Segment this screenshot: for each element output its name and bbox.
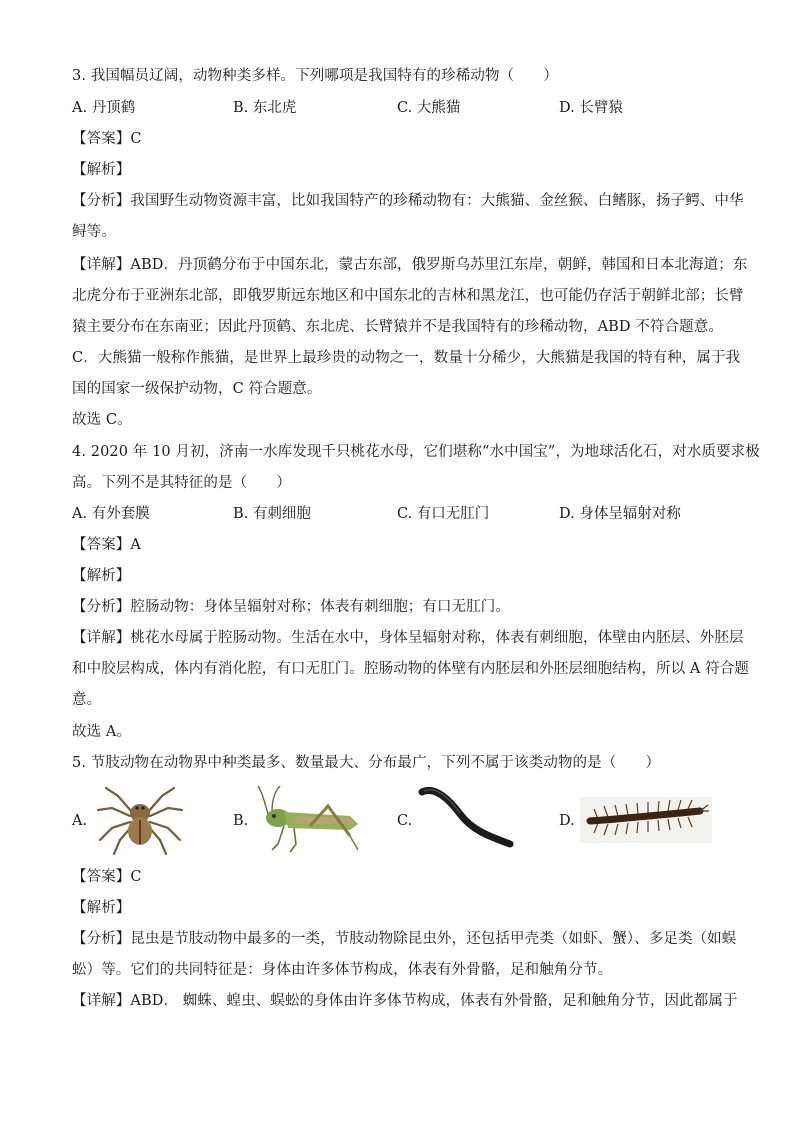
q4-xiangjie-line-3: 意。 bbox=[72, 692, 102, 708]
q5-option-c-label: C. bbox=[397, 813, 413, 829]
q3-stem: 3. 我国幅员辽阔，动物种类多样。下列哪项是我国特有的珍稀动物（ ） bbox=[72, 68, 558, 84]
q4-stem-line-2: 高。下列不是其特征的是（ ） bbox=[72, 475, 291, 491]
q3-option-d: D. 长臂猿 bbox=[559, 100, 623, 116]
q3-xiangjie-line-5: 国的国家一级保护动物，C 符合题意。 bbox=[72, 381, 322, 397]
q3-option-a: A. 丹顶鹤 bbox=[72, 100, 136, 116]
q4-option-b: B. 有刺细胞 bbox=[233, 506, 311, 522]
q3-conclusion: 故选 C。 bbox=[72, 412, 132, 428]
q4-xiangjie-line-1: 【详解】桃花水母属于腔肠动物。生活在水中，身体呈辐射对称，体表有刺细胞，体壁由内胚层、外胚层 bbox=[72, 630, 744, 646]
centipede-icon bbox=[580, 797, 712, 843]
q5-option-d-label: D. bbox=[559, 813, 575, 829]
q3-xiangjie-line-4: C．大熊猫一般称作熊猫，是世界上最珍贵的动物之一，数量十分稀少，大熊猫是我国的特有种，属于我 bbox=[72, 350, 741, 366]
q5-stem: 5. 节肢动物在动物界中种类最多、数量最大、分布最广，下列不属于该类动物的是（ ） bbox=[72, 755, 661, 771]
q4-analysis-tag: 【解析】 bbox=[72, 568, 131, 584]
q3-fenxi-line-1: 【分析】我国野生动物资源丰富，比如我国特产的珍稀动物有：大熊猫、金丝猴、白鳍豚，扬子鳄、中华 bbox=[72, 193, 744, 209]
q3-option-b: B. 东北虎 bbox=[233, 100, 297, 116]
q5-fenxi-line-1: 【分析】昆虫是节肢动物中最多的一类，节肢动物除昆虫外，还包括甲壳类（如虾、蟹）、多足类（如蜈 bbox=[72, 931, 737, 947]
q4-conclusion: 故选 A。 bbox=[72, 724, 132, 740]
q3-analysis-tag: 【解析】 bbox=[72, 162, 131, 178]
spider-icon bbox=[92, 782, 188, 858]
q4-stem-line-1: 4. 2020 年 10 月初，济南一水库发现千只桃花水母，它们堪称“水中国宝”，为地球活化石，对水质要求极 bbox=[72, 444, 760, 460]
grasshopper-icon bbox=[254, 786, 366, 854]
q4-option-a: A. 有外套膜 bbox=[72, 506, 150, 522]
q3-answer: 【答案】C bbox=[72, 131, 142, 147]
q5-analysis-tag: 【解析】 bbox=[72, 900, 131, 916]
q3-xiangjie-line-3: 猿主要分布在东南亚；因此丹顶鹤、东北虎、长臂猿并不是我国特有的珍稀动物，ABD 不符合题意。 bbox=[72, 319, 723, 335]
q3-fenxi-line-2: 鲟等。 bbox=[72, 224, 116, 240]
q4-option-c: C. 有口无肛门 bbox=[397, 506, 490, 522]
q5-xiangjie: 【详解】ABD． 蜘蛛、蝗虫、蜈蚣的身体由许多体节构成，体表有外骨骼，足和触角分节，因此都属于 bbox=[72, 993, 738, 1009]
q4-answer: 【答案】A bbox=[72, 537, 141, 553]
q4-xiangjie-line-2: 和中胶层构成，体内有消化腔，有口无肛门。腔肠动物的体壁有内胚层和外胚层细胞结构，所以 A 符合题 bbox=[72, 661, 749, 677]
q4-option-d: D. 身体呈辐射对称 bbox=[559, 506, 681, 522]
q5-fenxi-line-2: 蚣）等。它们的共同特征是：身体由许多体节构成，体表有外骨骼，足和触角分节。 bbox=[72, 962, 613, 978]
q3-xiangjie-line-1: 【详解】ABD．丹顶鹤分布于中国东北，蒙古东部，俄罗斯乌苏里江东岸，朝鲜，韩国和日本北海道；东 bbox=[72, 257, 748, 273]
q4-fenxi: 【分析】腔肠动物：身体呈辐射对称；体表有刺细胞；有口无肛门。 bbox=[72, 599, 510, 615]
q5-option-b-label: B. bbox=[233, 813, 249, 829]
q3-xiangjie-line-2: 北虎分布于亚洲东北部，即俄罗斯远东地区和中国东北的吉林和黑龙江，也可能仍存活于朝鲜北部；长臂 bbox=[72, 288, 744, 304]
q5-answer: 【答案】C bbox=[72, 869, 142, 885]
q3-option-c: C. 大熊猫 bbox=[397, 100, 461, 116]
earthworm-icon bbox=[418, 784, 514, 852]
q5-option-a-label: A. bbox=[72, 813, 88, 829]
